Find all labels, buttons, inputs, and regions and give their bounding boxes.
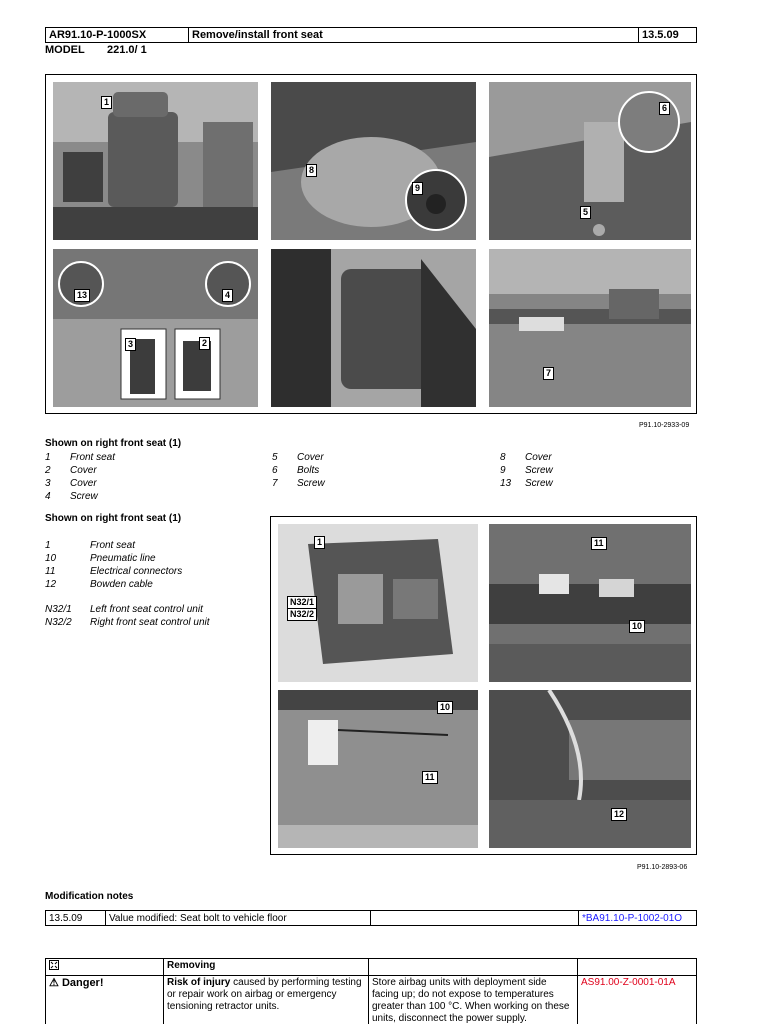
legend-item: 4 Screw (45, 491, 98, 502)
callout-1: 1 (314, 536, 325, 549)
legend-item: 2 Cover (45, 465, 97, 476)
legend-item: 3 Cover (45, 478, 97, 489)
photo-seat-side-cover (271, 82, 476, 240)
figure-2-ref: P91.10-2893-06 (637, 864, 688, 871)
photo-seat-rear (53, 249, 258, 407)
legend-col-3 (500, 451, 553, 490)
callout-11: 11 (591, 537, 607, 550)
legend-item: 12 Bowden cable (45, 579, 153, 590)
photo-seat-front (53, 82, 258, 240)
section-2-title: Shown on right front seat (1) (45, 513, 182, 524)
legend-item: 7 Screw (272, 478, 325, 489)
callout-10: 10 (629, 620, 645, 633)
legend-item: 1 Front seat (45, 540, 136, 551)
model-label: MODEL (45, 44, 85, 56)
warning-icon: ⚠ (49, 977, 59, 989)
legend-item: 9 Screw (500, 465, 553, 476)
callout-4: 4 (222, 289, 233, 302)
legend-item: 6 Bolts (272, 465, 320, 476)
danger-label: Danger! (61, 977, 104, 989)
mod-text: Value modified: Seat bolt to vehicle floor (106, 911, 371, 925)
danger-cell (46, 976, 164, 1024)
photo-bowden-cable (489, 690, 691, 848)
callout-n32-1: N32/1 (287, 596, 317, 609)
legend-item: N32/1 Left front seat control unit (45, 604, 203, 615)
section-1-title: Shown on right front seat (1) (45, 438, 182, 449)
photo-connectors (489, 524, 691, 682)
mod-link[interactable]: *BA91.10-P-1002-01O (582, 913, 683, 924)
legend-item: 13 Screw (500, 478, 553, 489)
legend-item: N32/2 Right front seat control unit (45, 617, 210, 628)
callout-8: 8 (306, 164, 317, 177)
modification-table (45, 910, 697, 926)
mod-date: 13.5.09 (46, 911, 106, 925)
risk-bold: Risk of injury (167, 977, 231, 988)
photo-door-open (271, 249, 476, 407)
figure-2 (270, 516, 697, 855)
danger-table-header (46, 959, 696, 976)
figure-1-ref: P91.10-2933-09 (639, 422, 690, 429)
callout-13: 13 (74, 289, 90, 302)
callout-n32-2: N32/2 (287, 608, 317, 621)
callout-1: 1 (101, 96, 112, 109)
callout-12: 12 (611, 808, 627, 821)
measure-cell: Store airbag units with deployment side facing up; do not expose to temperatures greater than 100 °C. When working on these units, disconnect the power supply. (369, 976, 578, 1024)
callout-7: 7 (543, 367, 554, 380)
removing-label: Removing (164, 959, 369, 975)
danger-row (46, 976, 696, 1024)
callout-3: 3 (125, 338, 136, 351)
model-value: 221.0/ 1 (107, 44, 147, 56)
legend-col-2 (272, 451, 325, 490)
legend-item: 1 Front seat (45, 452, 116, 463)
callout-11b: 11 (422, 771, 438, 784)
legend-item: 10 Pneumatic line (45, 553, 156, 564)
legend-section-2 (45, 539, 210, 629)
danger-ref-link[interactable]: AS91.00-Z-0001-01A (581, 977, 676, 988)
danger-table (45, 958, 697, 1024)
legend-col-1 (45, 451, 115, 503)
doc-id: AR91.10-P-1000SX (46, 28, 189, 42)
mod-blank (371, 911, 579, 925)
modification-title: Modification notes (45, 891, 134, 902)
doc-date: 13.5.09 (642, 29, 679, 41)
risk-text: caused by performing testing or repair work on airbag or emergency tensioning retractor units. (167, 977, 362, 1012)
legend-item: 11 Electrical connectors (45, 566, 183, 577)
legend-item: 5 Cover (272, 452, 324, 463)
document-header-table (45, 27, 697, 43)
expand-icon[interactable] (46, 959, 164, 975)
callout-5: 5 (580, 206, 591, 219)
risk-cell (164, 976, 369, 1024)
callout-2: 2 (199, 337, 210, 350)
callout-9: 9 (412, 182, 423, 195)
callout-6: 6 (659, 102, 670, 115)
doc-title: Remove/install front seat (189, 28, 639, 42)
legend-item: 8 Cover (500, 452, 552, 463)
model-line (45, 44, 147, 56)
callout-10b: 10 (437, 701, 453, 714)
photo-seat-rail (489, 249, 691, 407)
figure-1 (45, 74, 697, 414)
